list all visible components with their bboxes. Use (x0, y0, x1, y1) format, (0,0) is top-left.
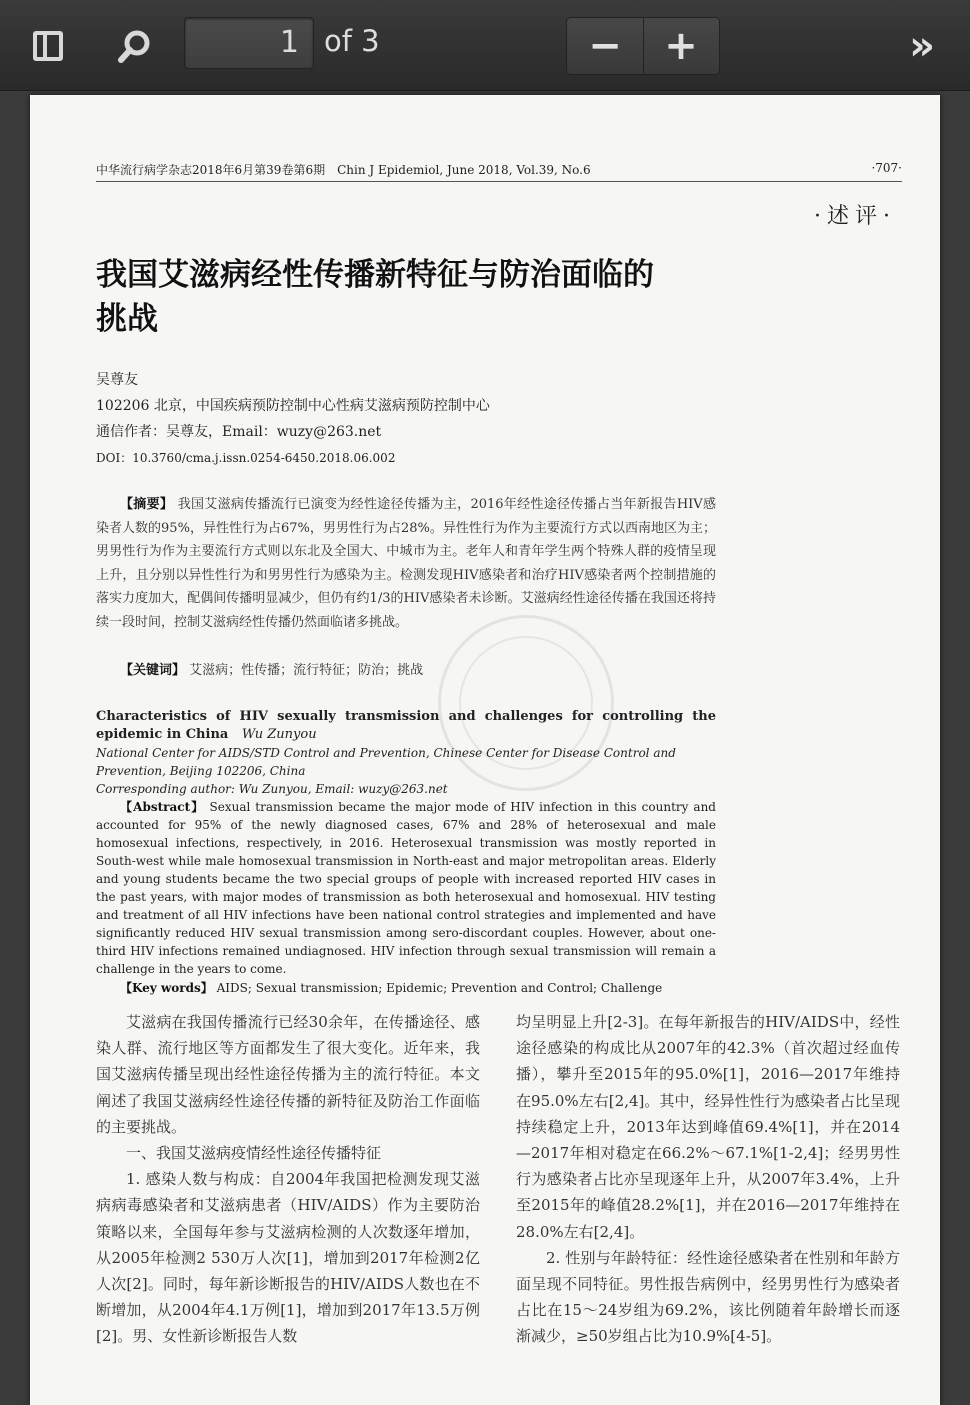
more-tools-button[interactable] (900, 24, 944, 68)
abstract-cn-text: 我国艾滋病传播流行已演变为经性途径传播为主，2016年经性途径传播占当年新报告HIV感染者人数的95%，异性性行为占67%，男男性行为占28%。异性性行为作为主要流行方式以西南地区为主；男男性行为作为主要流行方式则以东北及全国大、中城市为主。老年人和青年学生两个特殊人群的疫情呈现上升，且分别以异性性行为和男男性行为感染为主。检测发现HIV感染者和治疗HIV感染者两个控制措施的落实力度加大，配偶间传播明显减少，但仍有约1/3的HIV感染者未诊断。艾滋病经性途径传播在我国还将持续一段时间，控制艾滋病经性传播仍然面临诸多挑战。 (96, 497, 716, 630)
doi: DOI：10.3760/cma.j.issn.0254-6450.2018.06.002 (96, 451, 396, 465)
body-column-right (516, 1009, 900, 1350)
sidebar-toggle-button[interactable] (28, 26, 68, 66)
zoom-out-button[interactable]: − (567, 18, 644, 74)
search-icon (116, 28, 154, 66)
body-paragraph: 1. 感染人数与构成：自2004年我国把检测发现艾滋病病毒感染者和艾滋病患者（HIV/AIDS）作为主要防治策略以来，全国每年参与艾滋病检测的人次数逐年增加，从2005年检测2 530万人次[1]，增加到2017年检测2亿人次[2]。同时，每年新诊断报告的HIV/AIDS人数也在不断增加，从2004年4.1万例[1]，增加到2017年13.5万例[2]。男、女性新诊断报告人数 (96, 1170, 480, 1346)
zoom-controls (566, 17, 720, 75)
page-total-label: of 3 (324, 24, 380, 58)
abstract-cn-label: 【摘要】 (120, 497, 174, 512)
author-affiliation: 102206 北京，中国疾病预防控制中心性病艾滋病预防控制中心 (96, 398, 490, 414)
body-paragraph: 均呈明显上升[2-3]。在每年新报告的HIV/AIDS中，经性途径感染的构成比从2007年的42.3%（首次超过经血传播），攀升至2015年的95.0%[1]，2016—2017年维持在95.0%左右[2,4]。其中，经异性性行为感染者占比呈现持续稳定上升，2013年达到峰值69.4%[1]，并在2014—2017年相对稳定在66.2%～67.1%[1-2,4]；经男男性行为感染者占比亦呈现逐年上升，从2007年3.4%，上升至2015年的峰值28.2%[1]，并在2016—2017年维持在28.0%左右[2,4]。 (516, 1013, 900, 1241)
search-button[interactable] (112, 24, 158, 70)
article-title: 我国艾滋病经性传播新特征与防治面临的挑战 (96, 257, 654, 337)
body-paragraph: 2. 性别与年龄特征：经性途径感染者在性别和年龄方面呈现不同特征。男性报告病例中，经男男性行为感染者占比在15～24岁组为69.2%，该比例随着年龄增长而逐渐减少，≥50岁组占比为10.9%[4-5]。 (516, 1248, 900, 1346)
english-abstract-block (96, 708, 716, 998)
english-affiliation: National Center for AIDS/STD Control and Prevention, Chinese Center for Disease Control and Prevention, Beijing 102206, China (96, 746, 676, 778)
body-paragraph: 艾滋病在我国传播流行已经30余年，在传播途径、感染人群、流行地区等方面都发生了很大变化。近年来，我国艾滋病传播呈现出经性途径传播为主的流行特征。本文阐述了我国艾滋病经性途径传播的新特征及防治工作面临的主要挑战。 (96, 1013, 480, 1136)
english-abstract (96, 798, 716, 978)
author-name: 吴尊友 (96, 372, 138, 388)
english-title-line (96, 708, 716, 744)
sidebar-icon (33, 31, 63, 61)
page-number-input[interactable]: 1 (184, 17, 314, 69)
document-page (30, 95, 940, 1405)
english-title: Characteristics of HIV sexually transmission and challenges for controlling the epidemic in China (96, 709, 716, 742)
keywords-cn-text: 艾滋病；性传播；流行特征；防治；挑战 (189, 663, 424, 678)
english-author: Wu Zunyou (241, 727, 317, 742)
english-abstract-label: 【Abstract】 (120, 800, 205, 814)
english-abstract-text: Sexual transmission became the major mode of HIV infection in this country and accounted for 95% of the newly diagnosed cases, 67% and 28% of heterosexual and male homosexual infections, respectively, in 2016. Heterosexual transmission was mostly reported in South-west while male homosexual transmission in North-east and major metropolitan areas. Elderly and young students became the two special groups of people with increased reported HIV cases in the past years, with major modes of transmission as both heterosexual and homosexual. HIV testing and treatment of all HIV infections have been national control strategies and implemented and have significantly reduced HIV sexual transmission among sero-discordant couples. However, about one-third HIV infections remained undiagnosed. HIV infection through sexual transmission will remain a challenge in the years to come. (96, 800, 716, 976)
keywords-cn (120, 659, 423, 678)
english-keywords-text: AIDS; Sexual transmission; Epidemic; Prevention and Control; Challenge (216, 981, 663, 995)
english-corresponding: Corresponding author: Wu Zunyou, Email: wuzy@263.net (96, 782, 448, 796)
author-block (96, 367, 490, 471)
page-number: ·707· (871, 161, 902, 175)
section-heading: 一、我国艾滋病疫情经性途径传播特征 (126, 1144, 382, 1163)
viewer-toolbar (0, 0, 970, 91)
double-chevron-right-icon: » (909, 23, 935, 69)
zoom-in-button[interactable]: + (664, 23, 698, 69)
english-keywords (96, 978, 716, 998)
section-tag: ·述评· (814, 204, 896, 229)
correspondence: 通信作者：吴尊友，Email：wuzy@263.net (96, 424, 382, 440)
keywords-cn-label: 【关键词】 (120, 663, 186, 678)
running-head (96, 161, 902, 182)
abstract-cn (96, 493, 716, 634)
english-keywords-label: 【Key words】 (120, 981, 213, 995)
running-head-left: 中华流行病学杂志2018年6月第39卷第6期 Chin J Epidemiol, June 2018, Vol.39, No.6 (96, 163, 591, 177)
body-column-left (96, 1009, 480, 1350)
